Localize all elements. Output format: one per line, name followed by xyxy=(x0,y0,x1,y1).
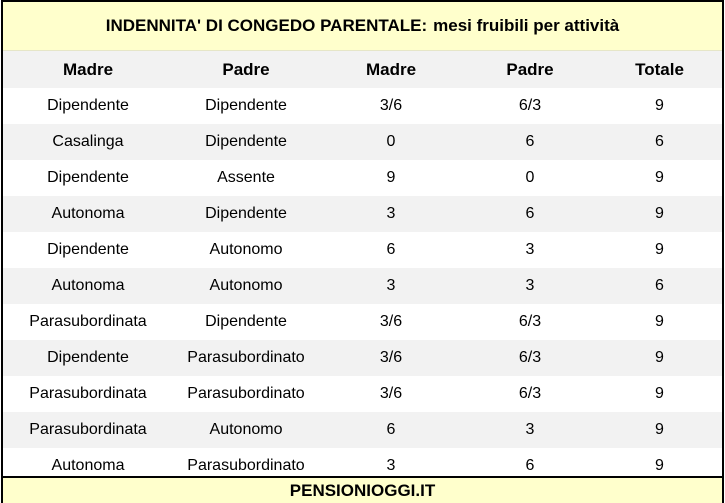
cell-madre-activity: Dipendente xyxy=(3,88,173,124)
cell-padre-activity: Assente xyxy=(173,160,319,196)
header-row xyxy=(3,51,722,88)
cell-madre-months: 3 xyxy=(319,196,463,232)
table-title xyxy=(3,2,722,51)
cell-madre-months: 0 xyxy=(319,124,463,160)
cell-padre-activity: Autonomo xyxy=(173,412,319,448)
table-row xyxy=(3,340,722,376)
cell-totale: 9 xyxy=(597,448,722,484)
cell-madre-months: 3/6 xyxy=(319,376,463,412)
cell-madre-activity: Dipendente xyxy=(3,340,173,376)
cell-padre-months: 6 xyxy=(463,196,597,232)
column-header-padre-activity: Padre xyxy=(173,51,319,88)
cell-madre-months: 3/6 xyxy=(319,304,463,340)
cell-padre-months: 3 xyxy=(463,232,597,268)
cell-totale: 9 xyxy=(597,160,722,196)
column-header-totale: Totale xyxy=(597,51,722,88)
cell-madre-months: 3 xyxy=(319,448,463,484)
table-row xyxy=(3,376,722,412)
footer-brand: PENSIONIOGGI.IT xyxy=(3,476,722,503)
cell-padre-activity: Autonomo xyxy=(173,268,319,304)
table-row xyxy=(3,160,722,196)
table-row xyxy=(3,124,722,160)
cell-totale: 9 xyxy=(597,88,722,124)
cell-totale: 9 xyxy=(597,196,722,232)
cell-madre-months: 6 xyxy=(319,232,463,268)
cell-madre-months: 3 xyxy=(319,268,463,304)
cell-madre-months: 3/6 xyxy=(319,88,463,124)
cell-padre-activity: Dipendente xyxy=(173,88,319,124)
column-header-padre-months: Padre xyxy=(463,51,597,88)
table-row xyxy=(3,232,722,268)
table-frame xyxy=(1,0,724,503)
cell-madre-activity: Dipendente xyxy=(3,160,173,196)
cell-madre-activity: Parasubordinata xyxy=(3,412,173,448)
cell-padre-activity: Dipendente xyxy=(173,196,319,232)
cell-padre-months: 6/3 xyxy=(463,304,597,340)
cell-madre-activity: Autonoma xyxy=(3,448,173,484)
cell-madre-months: 6 xyxy=(319,412,463,448)
cell-totale: 6 xyxy=(597,268,722,304)
cell-padre-months: 6 xyxy=(463,124,597,160)
cell-padre-activity: Dipendente xyxy=(173,124,319,160)
cell-madre-months: 9 xyxy=(319,160,463,196)
parental-leave-table xyxy=(3,51,722,484)
title-main: INDENNITA' DI CONGEDO PARENTALE: xyxy=(105,16,428,35)
cell-padre-months: 3 xyxy=(463,268,597,304)
column-header-madre-activity: Madre xyxy=(3,51,173,88)
cell-madre-activity: Dipendente xyxy=(3,232,173,268)
cell-padre-activity: Dipendente xyxy=(173,304,319,340)
column-header-madre-months: Madre xyxy=(319,51,463,88)
cell-padre-months: 3 xyxy=(463,412,597,448)
cell-padre-activity: Parasubordinato xyxy=(173,448,319,484)
cell-madre-activity: Parasubordinata xyxy=(3,304,173,340)
cell-madre-months: 3/6 xyxy=(319,340,463,376)
cell-padre-months: 6/3 xyxy=(463,88,597,124)
table-row xyxy=(3,412,722,448)
cell-totale: 9 xyxy=(597,304,722,340)
table-row xyxy=(3,304,722,340)
cell-madre-activity: Autonoma xyxy=(3,268,173,304)
cell-madre-activity: Casalinga xyxy=(3,124,173,160)
cell-totale: 9 xyxy=(597,412,722,448)
cell-madre-activity: Autonoma xyxy=(3,196,173,232)
cell-padre-months: 0 xyxy=(463,160,597,196)
cell-padre-activity: Autonomo xyxy=(173,232,319,268)
table-row xyxy=(3,88,722,124)
cell-totale: 9 xyxy=(597,232,722,268)
cell-totale: 6 xyxy=(597,124,722,160)
table-row xyxy=(3,268,722,304)
cell-totale: 9 xyxy=(597,340,722,376)
cell-padre-months: 6 xyxy=(463,448,597,484)
cell-padre-activity: Parasubordinato xyxy=(173,340,319,376)
cell-padre-months: 6/3 xyxy=(463,376,597,412)
cell-padre-activity: Parasubordinato xyxy=(173,376,319,412)
cell-madre-activity: Parasubordinata xyxy=(3,376,173,412)
table-row xyxy=(3,196,722,232)
table-body xyxy=(3,88,722,484)
title-sub: mesi fruibili per attività xyxy=(433,16,620,35)
cell-totale: 9 xyxy=(597,376,722,412)
cell-padre-months: 6/3 xyxy=(463,340,597,376)
